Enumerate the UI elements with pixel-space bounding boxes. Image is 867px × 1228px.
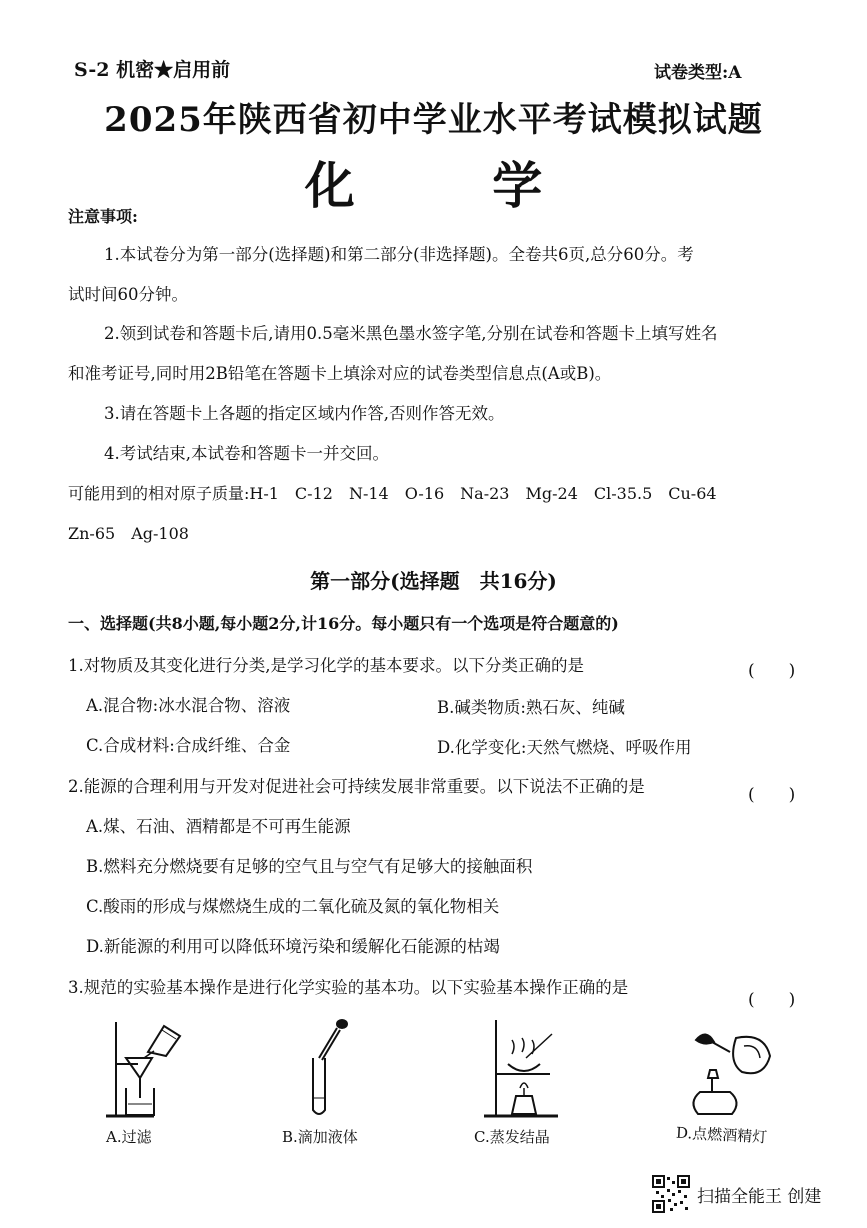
paper-type-label: 试卷类型:A [654, 63, 742, 83]
note-4: 4.考试结束,本试卷和答题卡一并交回。 [104, 444, 389, 463]
atomic-masses-line1: 可能用到的相对原子质量:H-1 C-12 N-14 O-16 Na-23 Mg-24 Cl-35.5 Cu-64 [68, 484, 717, 503]
qr-code-icon [652, 1175, 690, 1213]
question-2-stem: 2.能源的合理利用与开发对促进社会可持续发展非常重要。以下说法不正确的是 [68, 777, 645, 796]
question-1-option-b: B.碱类物质:熟石灰、纯碱 [437, 698, 625, 717]
question-2-option-b: B.燃料充分燃烧要有足够的空气且与空气有足够大的接触面积 [86, 857, 533, 876]
question-1-stem: 1.对物质及其变化进行分类,是学习化学的基本要求。以下分类正确的是 [68, 656, 584, 675]
exam-title: 2025年陕西省初中学业水平考试模拟试题 [104, 100, 763, 140]
atomic-masses-line2: Zn-65 Ag-108 [68, 524, 189, 543]
scanner-watermark: 扫描全能王 创建 [697, 1187, 822, 1207]
note-3: 3.请在答题卡上各题的指定区域内作答,否则作答无效。 [104, 404, 505, 423]
question-1-answer-blank: ( ) [748, 661, 796, 681]
question-1-option-c: C.合成材料:合成纤维、合金 [86, 736, 291, 755]
subject-title: 化 学 [304, 156, 603, 215]
question-2-option-a: A.煤、石油、酒精都是不可再生能源 [86, 817, 351, 836]
question-3-stem: 3.规范的实验基本操作是进行化学实验的基本功。以下实验基本操作正确的是 [68, 978, 629, 997]
figure-label-a: A.过滤 [106, 1128, 152, 1146]
filtration-apparatus-figure [104, 1018, 190, 1122]
alcohol-lamp-lighting-figure [684, 1026, 778, 1120]
evaporation-apparatus-figure [478, 1018, 568, 1122]
figure-label-b: B.滴加液体 [282, 1128, 358, 1146]
question-3-answer-blank: ( ) [748, 990, 796, 1010]
question-2-answer-blank: ( ) [748, 785, 796, 805]
question-2-option-c: C.酸雨的形成与煤燃烧生成的二氧化硫及氮的氧化物相关 [86, 897, 500, 916]
notes-heading: 注意事项: [68, 207, 138, 226]
part-one-title: 第一部分(选择题 共16分) [310, 569, 557, 593]
note-2a: 2.领到试卷和答题卡后,请用0.5毫米黑色墨水签字笔,分别在试卷和答题卡上填写姓名 [104, 324, 718, 343]
note-1b: 试时间60分钟。 [68, 285, 188, 304]
note-1a: 1.本试卷分为第一部分(选择题)和第二部分(非选择题)。全卷共6页,总分60分。考 [104, 245, 694, 264]
dropper-test-tube-figure [295, 1018, 355, 1122]
section-heading: 一、选择题(共8小题,每小题2分,计16分。每小题只有一个选项是符合题意的) [68, 614, 619, 633]
figure-label-c: C.蒸发结晶 [474, 1128, 550, 1146]
note-2b: 和准考证号,同时用2B铅笔在答题卡上填涂对应的试卷类型信息点(A或B)。 [68, 364, 612, 383]
question-2-option-d: D.新能源的利用可以降低环境污染和缓解化石能源的枯竭 [86, 937, 500, 956]
figure-label-d: D.点燃酒精灯 [675, 1123, 768, 1147]
question-1-option-a: A.混合物:冰水混合物、溶液 [86, 696, 291, 715]
question-1-option-d: D.化学变化:天然气燃烧、呼吸作用 [437, 738, 692, 757]
confidential-label: S-2 机密★启用前 [74, 59, 231, 81]
